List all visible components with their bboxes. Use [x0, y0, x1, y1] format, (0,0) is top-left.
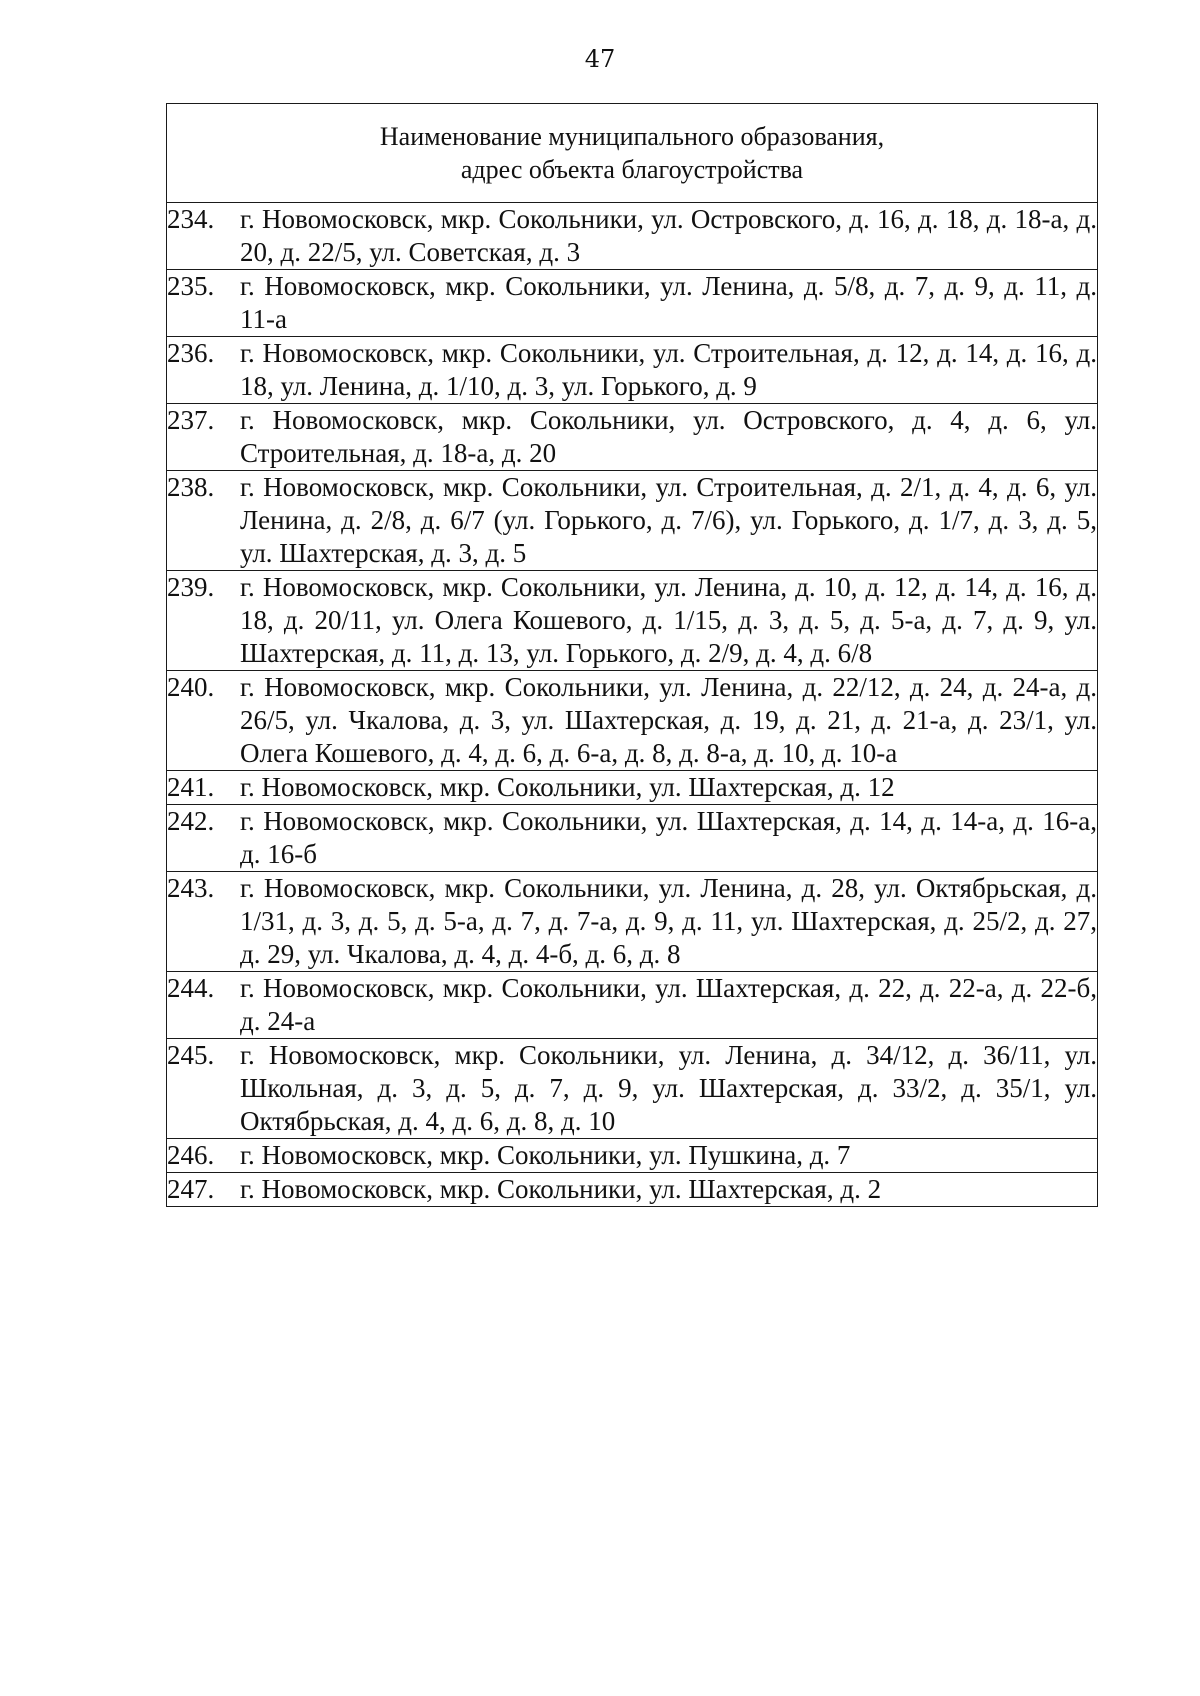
- address-text: г. Новомосковск, мкр. Сокольники, ул. Островского, д. 4, д. 6, ул. Строительная, д. 18-а, д. 20: [240, 405, 1097, 468]
- row-number: 247.: [167, 1174, 215, 1204]
- table-row: [167, 270, 1098, 337]
- row-number: 239.: [167, 572, 215, 602]
- row-number: 240.: [167, 672, 215, 702]
- address-text: г. Новомосковск, мкр. Сокольники, ул. Строительная, д. 12, д. 14, д. 16, д. 18, ул. Ленина, д. 1/10, д. 3, ул. Горького, д. 9: [240, 338, 1097, 401]
- row-content: [167, 404, 1097, 470]
- row-number: 243.: [167, 873, 215, 903]
- address-cell: [167, 972, 1098, 1039]
- table-body: [167, 203, 1098, 1207]
- address-cell: [167, 471, 1098, 571]
- table-row: [167, 337, 1098, 404]
- row-content: [167, 337, 1097, 403]
- table-row: [167, 471, 1098, 571]
- address-text: г. Новомосковск, мкр. Сокольники, ул. Ленина, д. 5/8, д. 7, д. 9, д. 11, д. 11-а: [240, 271, 1097, 334]
- row-number: 245.: [167, 1040, 215, 1070]
- row-number: 242.: [167, 806, 215, 836]
- address-text: г. Новомосковск, мкр. Сокольники, ул. Ленина, д. 28, ул. Октябрьская, д. 1/31, д. 3, д. 5, д. 5-а, д. 7, д. 7-а, д. 9, д. 11, ул. Шахтерская, д. 25/2, д. 27, д. 29, ул. Чкалова, д. 4, д. 4-б, д. 6, д. 8: [240, 873, 1097, 969]
- table-row: [167, 203, 1098, 270]
- address-text: г. Новомосковск, мкр. Сокольники, ул. Шахтерская, д. 2: [240, 1174, 882, 1204]
- addresses-table: [166, 103, 1098, 1207]
- row-number: 235.: [167, 271, 215, 301]
- address-text: г. Новомосковск, мкр. Сокольники, ул. Шахтерская, д. 12: [240, 772, 895, 802]
- row-number: 246.: [167, 1140, 215, 1170]
- table-row: [167, 571, 1098, 671]
- column-header: [167, 104, 1098, 203]
- table-row: [167, 771, 1098, 805]
- row-number: 236.: [167, 338, 215, 368]
- row-number: 238.: [167, 472, 215, 502]
- address-text: г. Новомосковск, мкр. Сокольники, ул. Шахтерская, д. 22, д. 22-а, д. 22-б, д. 24-а: [240, 973, 1097, 1036]
- table-row: [167, 1173, 1098, 1207]
- address-cell: [167, 771, 1098, 805]
- table-row: [167, 1139, 1098, 1173]
- address-cell: [167, 203, 1098, 270]
- table-row: [167, 972, 1098, 1039]
- address-text: г. Новомосковск, мкр. Сокольники, ул. Пушкина, д. 7: [240, 1140, 851, 1170]
- row-content: [167, 471, 1097, 570]
- row-content: [167, 872, 1097, 971]
- address-text: г. Новомосковск, мкр. Сокольники, ул. Ленина, д. 22/12, д. 24, д. 24-а, д. 26/5, ул. Чкалова, д. 3, ул. Шахтерская, д. 19, д. 21, д. 21-а, д. 23/1, ул. Олега Кошевого, д. 4, д. 6, д. 6-а, д. 8, д. 8-а, д. 10, д. 10-а: [240, 672, 1097, 768]
- table-row: [167, 805, 1098, 872]
- row-content: [167, 270, 1097, 336]
- address-cell: [167, 671, 1098, 771]
- address-cell: [167, 805, 1098, 872]
- address-cell: [167, 571, 1098, 671]
- row-content: [167, 671, 1097, 770]
- table-row: [167, 1039, 1098, 1139]
- row-content: [167, 1139, 1097, 1172]
- table-row: [167, 872, 1098, 972]
- address-text: г. Новомосковск, мкр. Сокольники, ул. Островского, д. 16, д. 18, д. 18-а, д. 20, д. 22/5, ул. Советская, д. 3: [240, 204, 1097, 267]
- address-text: г. Новомосковск, мкр. Сокольники, ул. Ленина, д. 34/12, д. 36/11, ул. Школьная, д. 3, д. 5, д. 7, д. 9, ул. Шахтерская, д. 33/2, д. 35/1, ул. Октябрьская, д. 4, д. 6, д. 8, д. 10: [240, 1040, 1097, 1136]
- address-cell: [167, 337, 1098, 404]
- column-header-line: Наименование муниципального образования,: [379, 122, 885, 151]
- address-cell: [167, 1173, 1098, 1207]
- address-text: г. Новомосковск, мкр. Сокольники, ул. Ленина, д. 10, д. 12, д. 14, д. 16, д. 18, д. 20/11, ул. Олега Кошевого, д. 1/15, д. 3, д. 5, д. 5-а, д. 7, д. 9, ул. Шахтерская, д. 11, д. 13, ул. Горького, д. 2/9, д. 4, д. 6/8: [240, 572, 1097, 668]
- address-cell: [167, 1039, 1098, 1139]
- row-number: 241.: [167, 772, 215, 802]
- table-header-row: [167, 104, 1098, 203]
- address-cell: [167, 872, 1098, 972]
- row-number: 244.: [167, 973, 215, 1003]
- row-content: [167, 1039, 1097, 1138]
- row-content: [167, 571, 1097, 670]
- row-content: [167, 203, 1097, 269]
- row-content: [167, 1173, 1097, 1206]
- column-header-line: адрес объекта благоустройства: [460, 155, 804, 184]
- address-cell: [167, 404, 1098, 471]
- page-number: 47: [584, 45, 616, 73]
- address-text: г. Новомосковск, мкр. Сокольники, ул. Шахтерская, д. 14, д. 14-а, д. 16-а, д. 16-б: [240, 806, 1097, 869]
- table-row: [167, 404, 1098, 471]
- row-content: [167, 972, 1097, 1038]
- row-number: 237.: [167, 405, 215, 435]
- address-cell: [167, 270, 1098, 337]
- address-text: г. Новомосковск, мкр. Сокольники, ул. Строительная, д. 2/1, д. 4, д. 6, ул. Ленина, д. 2/8, д. 6/7 (ул. Горького, д. 7/6), ул. Горького, д. 1/7, д. 3, д. 5, ул. Шахтерская, д. 3, д. 5: [240, 472, 1097, 568]
- row-content: [167, 771, 1097, 804]
- table-row: [167, 671, 1098, 771]
- address-cell: [167, 1139, 1098, 1173]
- row-content: [167, 805, 1097, 871]
- row-number: 234.: [167, 204, 215, 234]
